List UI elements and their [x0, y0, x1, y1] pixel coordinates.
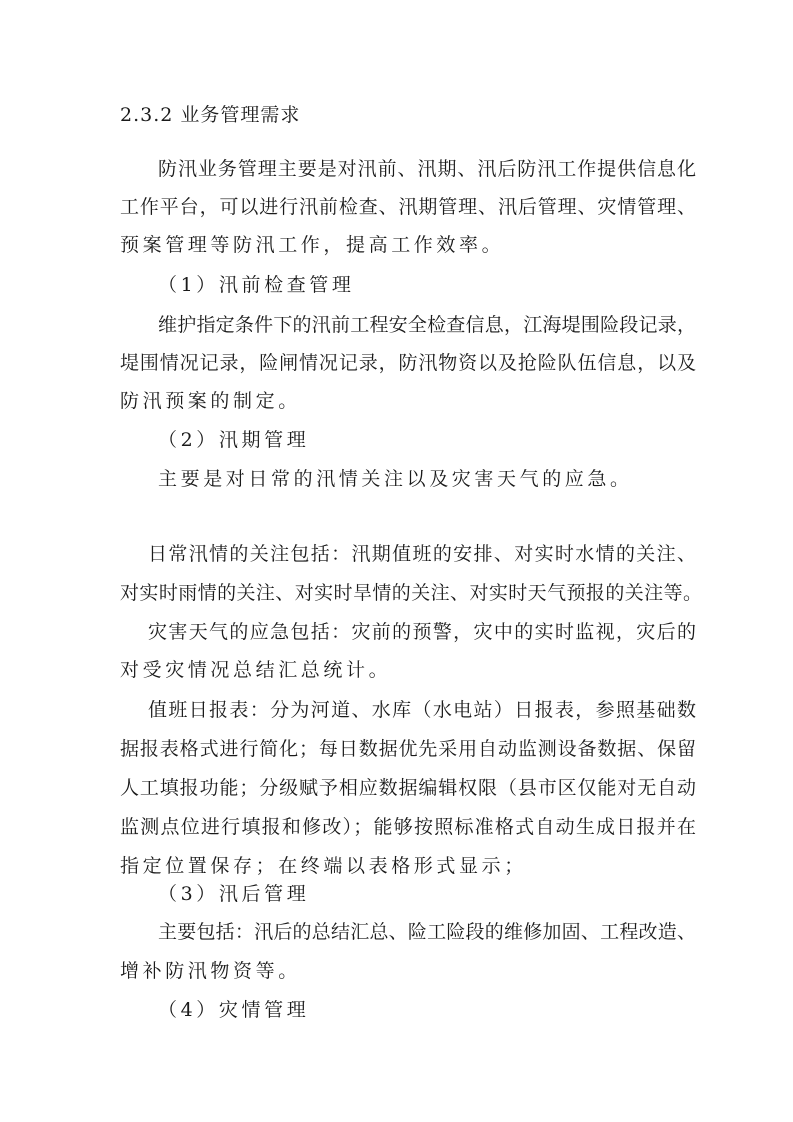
intro-line-1: 防汛业务管理主要是对汛前、汛期、汛后防汛工作提供信息化: [158, 158, 696, 180]
item-1-title: （1）汛前检查管理: [158, 274, 355, 296]
item-2-title: （2）汛期管理: [158, 429, 310, 451]
item-2-p4-line-2: 据报表格式进行简化；每日数据优先采用自动监测设备数据、保留: [120, 738, 696, 760]
item-2-p3-line-1: 灾害天气的应急包括：灾前的预警，灾中的实时监视，灾后的: [148, 621, 696, 643]
item-2-p4-line-5: 指定位置保存；在终端以表格形式显示；: [120, 855, 527, 877]
item-1-line-1: 维护指定条件下的汛前工程安全检查信息，江海堤围险段记录，: [158, 314, 696, 336]
item-2-p3-line-2: 对受灾情况总结汇总统计。: [120, 659, 392, 681]
item-1-line-2: 堤围情况记录，险闸情况记录，防汛物资以及抢险队伍信息，以及: [120, 352, 696, 374]
intro-line-2: 工作平台，可以进行汛前检查、汛期管理、汛后管理、灾情管理、: [120, 196, 696, 218]
item-2-p1-line-1: 主要是对日常的汛情关注以及灾害天气的应急。: [158, 468, 633, 490]
item-2-p4-line-3: 人工填报功能；分级赋予相应数据编辑权限（县市区仅能对无自动: [120, 777, 696, 799]
item-1-line-3: 防汛预案的制定。: [120, 390, 301, 412]
item-3-title: （3）汛后管理: [158, 883, 310, 905]
section-heading: 2.3.2 业务管理需求: [120, 104, 301, 126]
item-2-p4-line-4: 监测点位进行填报和修改）；能够按照标准格式自动生成日报并在: [120, 816, 696, 838]
item-3-line-2: 增补防汛物资等。: [120, 960, 301, 982]
item-2-p2-line-1: 日常汛情的关注包括：汛期值班的安排、对实时水情的关注、: [148, 543, 696, 565]
item-2-p2-line-2: 对实时雨情的关注、对实时旱情的关注、对实时天气预报的关注等。: [120, 582, 702, 604]
item-4-title: （4）灾情管理: [158, 999, 310, 1021]
intro-line-3: 预案管理等防汛工作，提高工作效率。: [120, 234, 505, 256]
item-2-p4-line-1: 值班日报表：分为河道、水库（水电站）日报表，参照基础数: [148, 699, 696, 721]
item-3-line-1: 主要包括：汛后的总结汇总、险工险段的维修加固、工程改造、: [158, 921, 696, 943]
